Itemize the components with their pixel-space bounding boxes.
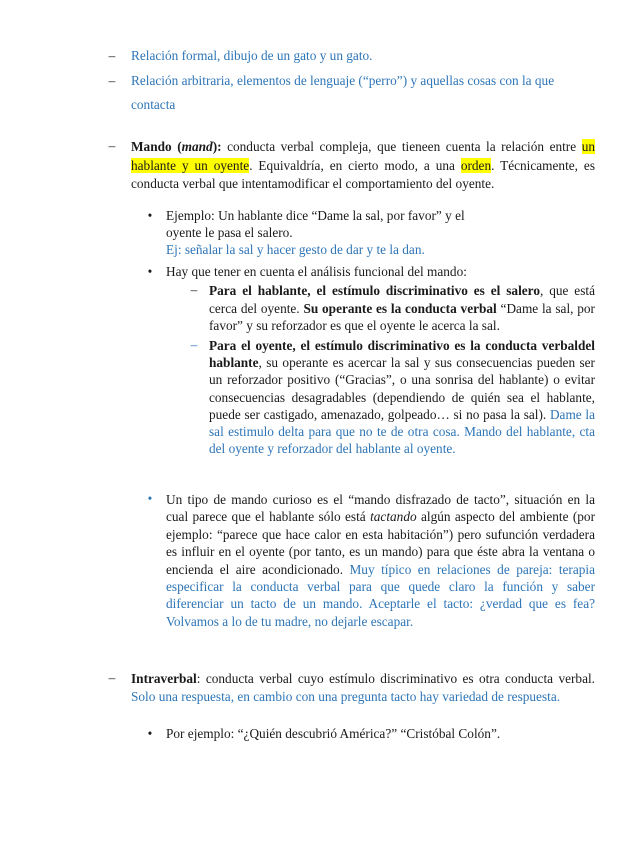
bullet-dot: • [147,208,153,223]
highlight-speaker-listener: un hablante y un oyente [131,139,595,173]
example-note: Ej: señalar la sal y hacer gesto de dar y te la dan. [166,242,425,257]
disguised-note: Muy típico en relaciones de pareja: terapia especificar la conducta verbal para que quede claro la función y saber diferenciar un tacto de un mando. Aceptarle el tacto: ¿verdad que es fea? Volvamos a lo de tu madre, no dejarle escapar. [166,561,595,629]
listener-bold: Para el oyente, el estímulo discriminativo es la conducta verbaldel hablante [209,338,595,371]
listener-text: , su operante es acercar la sal y sus consecuencias pueden ser un reforzador positivo (“Gracias”, o una sonrisa del hablante) o evitar consecuencias desagradables (dependiendo de quién sea el hablante, puede ser castigado, amenazado, golpeado… si no pasa la sal). [209,355,595,422]
speaker-text-1: , que está cerca del oyente. [209,283,595,316]
dash-bullet: – [108,138,116,153]
mando-def-2: . Equivaldría, en cierto modo, a una [249,157,461,173]
bullet-dot: • [147,264,153,279]
list-item-formal: Relación formal, dibujo de un gato y un gato. [131,48,373,63]
mando-def-3: . Técnicamente, es conducta verbal que intentamodificar el comportamiento del oyente. [131,157,595,191]
dash-bullet: – [190,282,198,297]
example-line-1: Ejemplo: Un hablante dice “Dame la sal, por favor” y el [166,208,465,223]
dash-bullet: – [108,73,116,88]
disguised-mand [166,491,595,630]
listener-analysis [209,337,595,457]
example-line-2: oyente le pasa el salero. [166,225,293,240]
intraverbal-example: Por ejemplo: “¿Quién descubrió América?” “Cristóbal Colón”. [166,726,501,741]
list-item-arbitrary: Relación arbitraria, elementos de lenguaje (“perro”) y aquellas cosas con la que [131,73,555,88]
analysis-intro: Hay que tener en cuenta el análisis funcional del mando: [166,264,467,279]
dash-bullet: – [190,337,198,352]
intraverbal-note: Solo una respuesta, en cambio con una pregunta tacto hay variedad de respuesta. [131,688,561,704]
intraverbal-def: : conducta verbal cuyo estímulo discriminativo es otra conducta verbal. [196,671,595,686]
list-item-arbitrary-cont: contacta [131,97,176,112]
disguised-text-2: algún aspecto del ambiente (por ejemplo: “parece que hace calor en esta habitación”) pero sufunción verdadera es influir en el oyente (por tanto, es un mando) para que éste abra la ventana o encienda el aire acondicionado. [166,509,595,577]
listener-note: Dame la sal estimulo delta para que no te de otra cosa. Mando del hablante, cta del oyente y reforzador del hablante al oyente. [209,406,596,457]
bullet-dot: • [147,491,153,506]
disguised-text-1: Un tipo de mando curioso es el “mando disfrazado de tacto”, situación en la cual parece que el hablante sólo está [166,492,595,525]
bullet-dot: • [147,726,153,741]
speaker-bold-2: Su operante es la conducta verbal [303,300,497,316]
speaker-bold: Para el hablante, el estímulo discriminativo es el salero [209,283,540,298]
disguised-italic: tactando [370,509,417,525]
intraverbal-term: Intraverbal [131,671,197,686]
dash-bullet: – [108,48,116,63]
mando-term-english: mand [181,139,213,154]
mando-def-1: conducta verbal compleja, que tieneen cuenta la relación entre [227,139,582,154]
mando-definition [131,138,595,194]
intraverbal-definition [131,670,595,705]
mando-paren-open: ( [177,139,182,154]
speaker-analysis [209,282,595,335]
speaker-text-2: “Dame la sal, por favor” y su reforzador es que el oyente le acerca la sal. [209,300,595,333]
highlight-order: orden [460,157,492,173]
mando-paren-close: ): [212,139,222,154]
mando-term: Mando [131,139,172,154]
dash-bullet: – [108,670,116,685]
